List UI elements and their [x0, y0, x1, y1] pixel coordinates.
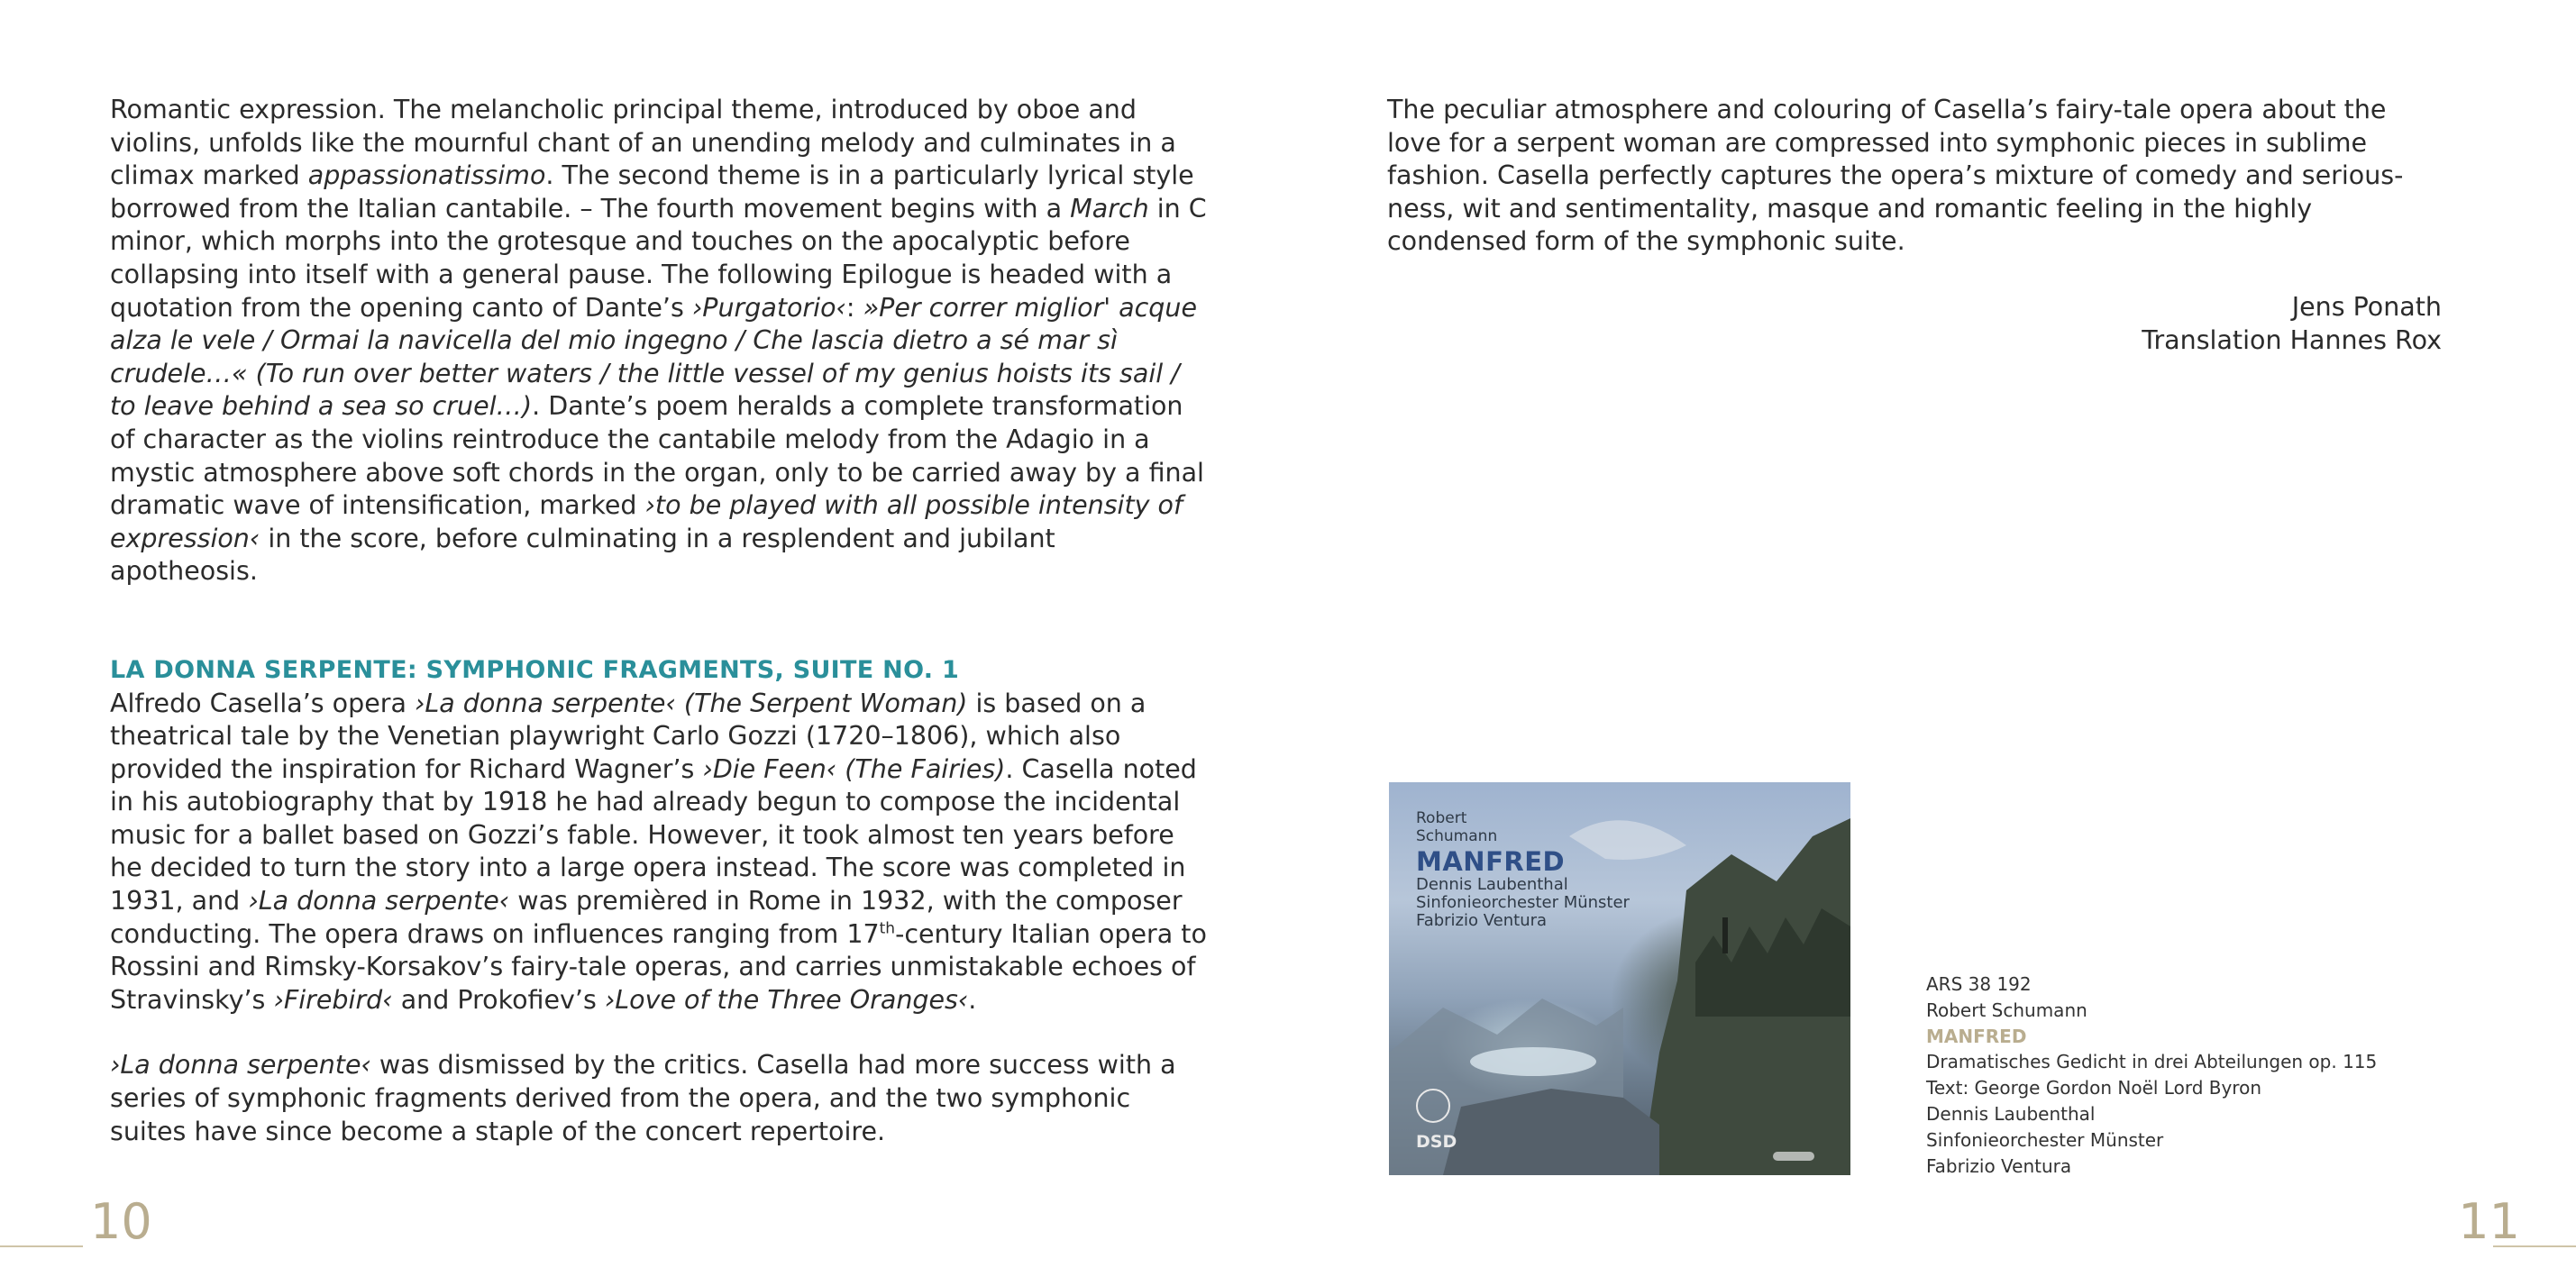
right-page — [1288, 0, 2576, 1277]
paragraph-casella-opera: Alfredo Casella’s opera ›La donna serpente‹ (The Serpent Woman) is based on a theatrical tale by the Venetian playwright Carlo Gozzi (1720–1806), which also provided the inspiration for Richard Wagner’s ›Die Feen‹ (The Fairies). Casella noted in his autobiography that by 1918 he had already begun to compose the incidental music for a ballet based on Gozzi’s fable. However, it took almost ten years before he decided to turn the story into a large opera instead. The score was completed in 1931, and ›La donna serpente‹ was premièred in Rome in 1932, with the composer conducting. The opera draws on influences ranging from 17th-century Italian opera to Rossini and Rimsky-Korsakov’s fairy-tale operas, and carries unmistakable echoes of Stravinsky’s ›Firebird‹ and Prokofiev’s ›Love of the Three Oranges‹. — [110, 688, 1207, 1015]
dsd-logo: DSD — [1416, 1132, 1457, 1152]
translator-name: Translation Hannes Rox — [2142, 324, 2442, 355]
album-cover — [1389, 782, 1850, 1175]
paragraph-atmosphere: The peculiar atmosphere and colouring of Casella’s fairy-tale opera about the love for a serpent woman are compressed into symphonic pieces in sublime fashion. Casella perfectly captures the opera’s mixture of comedy and seriousness, wit and sentimentality, masque and romantic feeling in the highly condensed form of the symphonic suite. — [1387, 95, 2404, 257]
cover-text-block — [1416, 809, 1630, 930]
cover-performer-2: Sinfonieorchester Münster — [1416, 893, 1630, 912]
page-rule-left — [0, 1245, 83, 1247]
cover-composer-first: Robert — [1416, 809, 1467, 827]
page-number-right: 11 — [2458, 1193, 2520, 1250]
paragraph-critics: ›La donna serpente‹ was dismissed by the critics. Casella had more success with a series of symphonic fragments derived from the opera, and the two symphonic suites have since become a staple of the concert repertoire. — [110, 1050, 1176, 1146]
cover-performer-1: Dennis Laubenthal — [1416, 875, 1568, 894]
spacer — [110, 588, 1210, 654]
album-credits — [1926, 971, 2377, 1179]
section-heading: LA DONNA SERPENTE: SYMPHONIC FRAGMENTS, SUITE NO. 1 — [110, 655, 960, 684]
catalog-number: ARS 38 192 — [1926, 973, 2032, 995]
sacd-logo-icon — [1773, 1152, 1814, 1161]
left-text-column — [110, 94, 1210, 1148]
cover-title: MANFRED — [1416, 846, 1566, 877]
cover-performer-3: Fabrizio Ventura — [1416, 911, 1548, 930]
credits-performer-3: Fabrizio Ventura — [1926, 1154, 2072, 1177]
signature-block — [1387, 291, 2442, 357]
credits-work-title: MANFRED — [1926, 1025, 2027, 1047]
spacer — [110, 1017, 1210, 1049]
page-number-left: 10 — [90, 1193, 152, 1250]
credits-text-author: Text: George Gordon Noël Lord Byron — [1926, 1077, 2262, 1099]
label-logo-icon — [1416, 1089, 1450, 1123]
author-name: Jens Ponath — [2291, 291, 2442, 322]
paragraph-romantic-expression: Romantic expression. The melancholic principal theme, introduced by oboe and violins, unfolds like the mournful chant of an unending melody and culminates in a climax marked appassionatissimo. The second theme is in a particularly lyrical style borrowed from the Italian cantabile. – The fourth movement begins with a March in C minor, which morphs into the grotesque and touches on the apocalyptic before collapsing into itself with a general pause. The following Epilogue is headed with a quotation from the opening canto of Dante’s ›Purgatorio‹: »Per correr miglior' acque alza le vele / Ormai la navicella del mio ingegno / Che lascia dietro a sé mar sì crudele…« (To run over better waters / the little vessel of my genius hoists its sail / to leave behind a sea so cruel…). Dante’s poem heralds a complete transformation of character as the violins reintroduce the cantabile melody from the Adagio in a mystic atmosphere above soft chords in the organ, only to be carried away by a final dramatic wave of intensification, marked ›to be played with all possible intensity of expression‹ in the score, before culminating in a resplendent and jubilant apotheosis. — [110, 95, 1207, 587]
credits-subtitle: Dramatisches Gedicht in drei Abteilungen op. 115 — [1926, 1051, 2378, 1073]
cover-composer-last: Schumann — [1416, 827, 1498, 845]
credits-composer: Robert Schumann — [1926, 999, 2087, 1021]
credits-performer-2: Sinfonieorchester Münster — [1926, 1128, 2164, 1151]
credits-performer-1: Dennis Laubenthal — [1926, 1102, 2096, 1125]
right-text-column — [1387, 94, 2442, 357]
